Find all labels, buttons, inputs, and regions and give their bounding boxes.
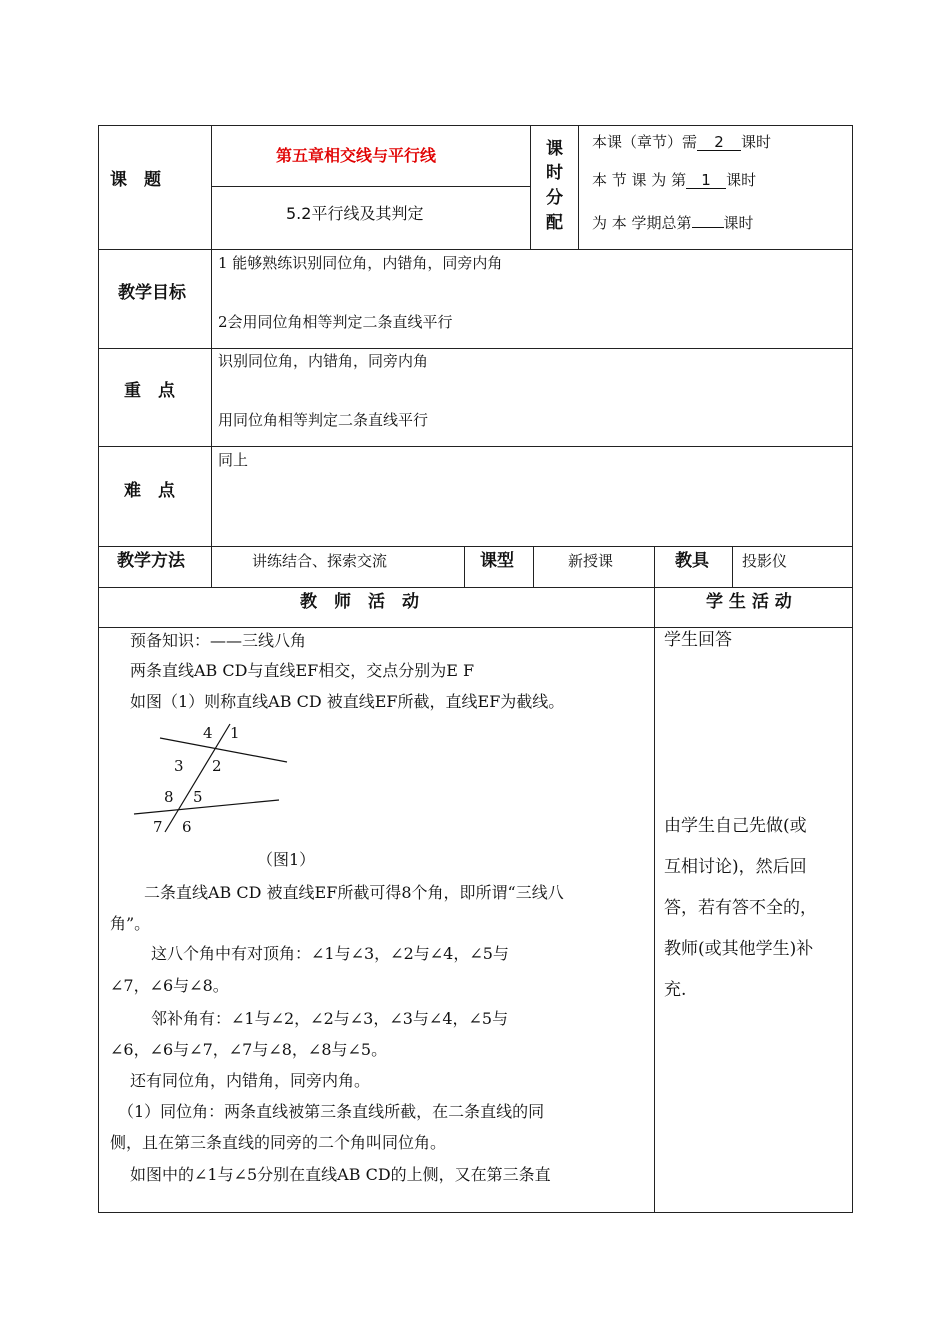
col-divider [654, 546, 655, 1213]
student-note: 学生回答 [664, 630, 732, 650]
three-lines-eight-angles-figure [120, 720, 310, 840]
teacher-paragraph: ∠6，∠6与∠7，∠7与∠8，∠8与∠5。 [110, 1040, 388, 1059]
period-text: 本 节 课 为 第 [592, 171, 687, 189]
angle-label: 4 [203, 724, 213, 742]
col-divider [732, 546, 733, 587]
period-label-char: 课 [546, 139, 563, 159]
teacher-paragraph: 角”。 [110, 914, 151, 933]
teacher-paragraph: 如图（1）则称直线AB CD 被直线EF所截，直线EF为截线。 [130, 692, 565, 711]
col-divider [533, 546, 534, 587]
teacher-paragraph: 这八个角中有对顶角：∠1与∠3，∠2与∠4，∠5与 [151, 944, 509, 963]
key-point-item: 识别同位角，内错角，同旁内角 [218, 352, 429, 370]
period-value: 1 [686, 173, 726, 189]
period-label-char: 时 [546, 163, 563, 183]
teacher-activity-header: 教 师 活 动 [300, 592, 419, 612]
angle-label: 8 [164, 788, 174, 806]
teacher-paragraph: ∠7，∠6与∠8。 [110, 976, 229, 995]
col-divider [578, 125, 579, 250]
period-label-char: 配 [546, 213, 563, 233]
lesson-type-label: 课型 [480, 551, 514, 571]
period-text: 课时 [726, 171, 757, 189]
table-border-bottom [98, 1212, 852, 1213]
student-note: 答，若有答不全的， [664, 898, 817, 918]
col-divider [464, 546, 465, 587]
period-value [692, 212, 724, 228]
line-cd [134, 800, 279, 814]
method-label: 教学方法 [117, 551, 185, 571]
teacher-paragraph: 还有同位角，内错角，同旁内角。 [130, 1071, 371, 1090]
angle-label: 1 [230, 724, 240, 742]
key-point-item: 用同位角相等判定二条直线平行 [218, 411, 429, 429]
teacher-paragraph: 两条直线AB CD与直线EF相交，交点分别为E F [130, 661, 475, 680]
period-line-overall [592, 212, 754, 231]
period-line-current [592, 173, 756, 189]
student-note: 充. [664, 980, 687, 1000]
topic-label: 课 题 [110, 170, 161, 190]
angle-label: 3 [174, 757, 184, 775]
figure-caption: （图1） [257, 850, 316, 869]
objective-item: 1 能够熟练识别同位角，内错角，同旁内角 [218, 254, 503, 272]
teaching-aid-value: 投影仪 [742, 552, 788, 570]
teacher-paragraph: 侧，且在第三条直线的同旁的二个角叫同位角。 [110, 1133, 447, 1152]
difficulties-label: 难 点 [124, 481, 175, 501]
row-divider [98, 587, 852, 588]
student-note: 互相讨论)，然后回 [664, 857, 807, 877]
teaching-aid-label: 教具 [675, 551, 709, 571]
angle-label: 2 [212, 757, 222, 775]
period-text: 为 本 学期总第 [592, 214, 692, 232]
objective-item: 2会用同位角相等判定二条直线平行 [218, 313, 453, 331]
col-divider [211, 125, 212, 587]
table-border-right [852, 125, 853, 1213]
period-value: 2 [697, 135, 741, 151]
method-value: 讲练结合、探索交流 [252, 552, 388, 570]
period-text: 课时 [723, 214, 754, 232]
student-note: 由学生自己先做(或 [664, 816, 807, 836]
period-line-total [592, 135, 771, 151]
difficulty-item: 同上 [218, 451, 249, 469]
title-divider [211, 186, 530, 187]
lesson-type-value: 新授课 [568, 552, 614, 570]
angle-label: 6 [182, 818, 192, 836]
student-activity-header: 学 生 活 动 [706, 592, 792, 612]
student-note: 教师(或其他学生)补 [664, 939, 814, 959]
period-text: 课时 [741, 133, 772, 151]
teacher-paragraph: 预备知识：——三线八角 [130, 631, 307, 650]
teacher-paragraph: 如图中的∠1与∠5分别在直线AB CD的上侧，又在第三条直 [130, 1165, 551, 1184]
section-title: 5.2平行线及其判定 [286, 204, 424, 223]
teacher-paragraph: （1）同位角：两条直线被第三条直线所截，在二条直线的同 [118, 1102, 545, 1121]
col-divider [530, 125, 531, 250]
teacher-paragraph: 二条直线AB CD 被直线EF所截可得8个角，即所谓“三线八 [144, 883, 564, 902]
angle-label: 7 [153, 818, 163, 836]
row-divider [98, 627, 852, 628]
angle-label: 5 [193, 788, 203, 806]
chapter-title: 第五章相交线与平行线 [276, 146, 437, 165]
teacher-paragraph: 邻补角有：∠1与∠2，∠2与∠3，∠3与∠4，∠5与 [151, 1009, 509, 1028]
period-label-char: 分 [546, 188, 563, 208]
period-text: 本课（章节）需 [592, 133, 698, 151]
objectives-label: 教学目标 [118, 283, 186, 303]
table-border-left [98, 125, 99, 1213]
key-points-label: 重 点 [124, 381, 175, 401]
